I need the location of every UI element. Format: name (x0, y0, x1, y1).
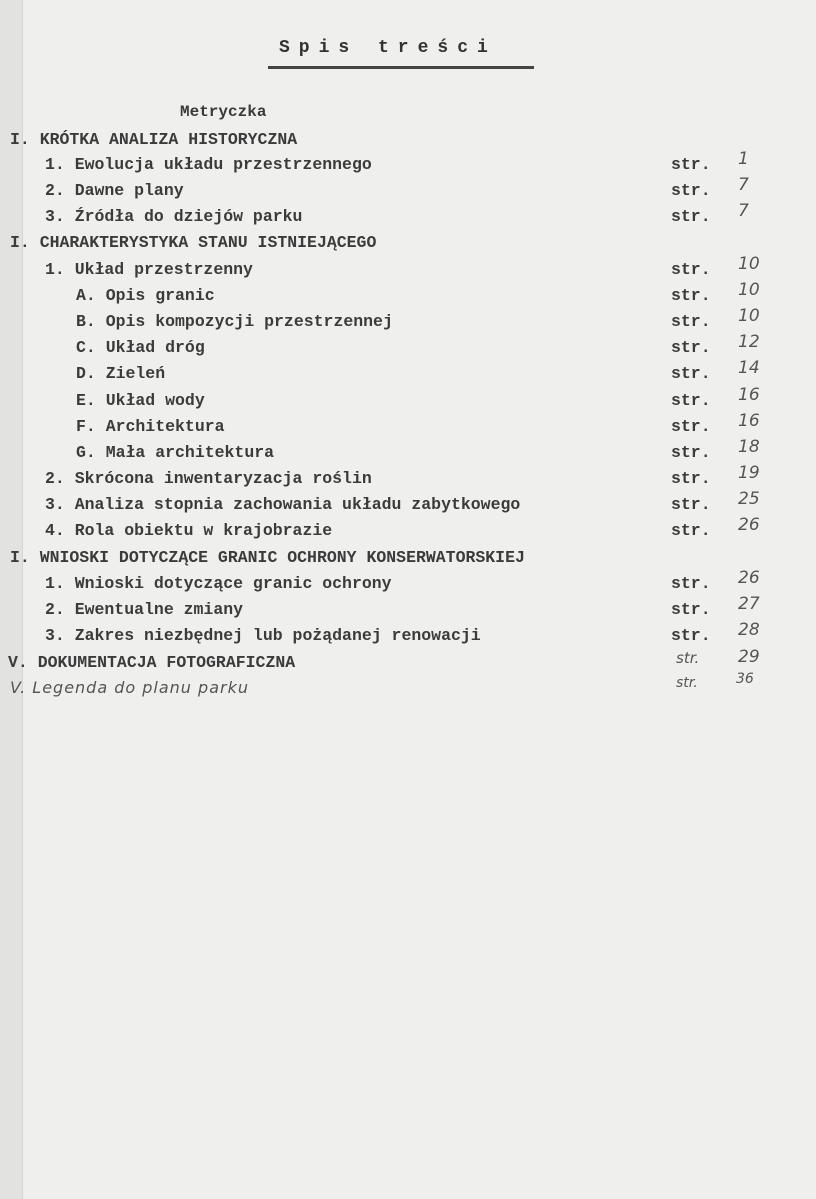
toc-str-label: str. (671, 207, 711, 226)
toc-str-label: str. (671, 391, 711, 410)
toc-entry (0, 385, 816, 415)
toc-entry (0, 411, 816, 441)
toc-entry (0, 594, 816, 624)
toc-page-number: 12 (738, 332, 760, 352)
handwritten-entry-str: str. (676, 675, 698, 691)
toc-entry-label: 2. Dawne plany (45, 181, 184, 200)
toc-page-number: 19 (738, 463, 760, 483)
toc-str-label: str. (671, 312, 711, 331)
toc-entry-label: 1. Ewolucja układu przestrzennego (45, 155, 372, 174)
metryczka-heading: Metryczka (180, 103, 267, 121)
toc-page-number: 26 (738, 515, 760, 535)
toc-entry-label: 3. Źródła do dziejów parku (45, 207, 303, 226)
toc-page-number: 14 (738, 358, 760, 378)
toc-page-number: 27 (738, 594, 760, 614)
toc-page-number: 7 (738, 201, 749, 221)
toc-entry (0, 254, 816, 284)
toc-entry (0, 175, 816, 205)
toc-entry (0, 568, 816, 598)
toc-entry-label: G. Mała architektura (76, 443, 275, 462)
toc-page-number: 10 (738, 280, 760, 300)
toc-entry-label: C. Układ dróg (76, 338, 205, 357)
toc-str-label: str. (671, 574, 711, 593)
toc-entry-label: V. DOKUMENTACJA FOTOGRAFICZNA (8, 653, 296, 672)
toc-entry-label: B. Opis kompozycji przestrzennej (76, 312, 393, 331)
toc-str-label: str. (671, 155, 711, 174)
toc-entry-label: E. Układ wody (76, 391, 205, 410)
toc-entry (0, 149, 816, 179)
handwritten-entry-page: 36 (736, 671, 754, 687)
toc-entry-label: I. KRÓTKA ANALIZA HISTORYCZNA (10, 130, 298, 149)
title-underline (268, 66, 534, 69)
toc-entry-label: 3. Zakres niezbędnej lub pożądanej renowacji (45, 626, 481, 645)
toc-page-number: 26 (738, 568, 760, 588)
toc-entry-label: F. Architektura (76, 417, 225, 436)
toc-str-label: str. (671, 443, 711, 462)
toc-entry (0, 620, 816, 650)
toc-str-label: str. (671, 286, 711, 305)
toc-page-number: 10 (738, 254, 760, 274)
toc-entry-label: I. CHARAKTERYSTYKA STANU ISTNIEJĄCEGO (10, 233, 377, 252)
toc-page-number: 29 (738, 647, 760, 667)
toc-page-number: 16 (738, 411, 760, 431)
toc-str-label: str. (671, 338, 711, 357)
toc-page-number: 7 (738, 175, 749, 195)
toc-str-label: str. (671, 521, 711, 540)
toc-entry-label: A. Opis granic (76, 286, 215, 305)
toc-entry (0, 130, 816, 154)
toc-str-label: str. (671, 364, 711, 383)
toc-entry (0, 463, 816, 493)
toc-entry (0, 358, 816, 388)
page-title: Spis treści (279, 38, 497, 58)
toc-str-label: str. (671, 600, 711, 619)
toc-entry-label: 2. Skrócona inwentaryzacja roślin (45, 469, 372, 488)
toc-str-label: str. (671, 417, 711, 436)
toc-str-label: str. (671, 626, 711, 645)
toc-entry (0, 489, 816, 519)
toc-entry-label: 4. Rola obiektu w krajobrazie (45, 521, 333, 540)
toc-entry (0, 201, 816, 231)
toc-str-label: str. (671, 181, 711, 200)
toc-entry (0, 332, 816, 362)
toc-page-number: 28 (738, 620, 760, 640)
toc-str-label: str. (671, 495, 711, 514)
toc-page-number: 16 (738, 385, 760, 405)
toc-entry (0, 306, 816, 336)
toc-entry (0, 280, 816, 310)
toc-entry-label: I. WNIOSKI DOTYCZĄCE GRANIC OCHRONY KONSERWATORSKIEJ (10, 548, 525, 567)
toc-entry (0, 437, 816, 467)
toc-str-label: str. (671, 469, 711, 488)
handwritten-entry-label: V. Legenda do planu parku (10, 678, 249, 697)
toc-entry-label: 1. Wnioski dotyczące granic ochrony (45, 574, 392, 593)
toc-entry (0, 515, 816, 545)
toc-entry (0, 548, 816, 572)
toc-page-number: 18 (738, 437, 760, 457)
toc-page-number: 10 (738, 306, 760, 326)
toc-page-number: 25 (738, 489, 760, 509)
toc-entry (0, 233, 816, 257)
toc-entry (0, 647, 816, 677)
toc-entry-label: 1. Układ przestrzenny (45, 260, 253, 279)
toc-entry-label: D. Zieleń (76, 364, 166, 383)
toc-entry-label: 3. Analiza stopnia zachowania układu zabytkowego (45, 495, 521, 514)
toc-page-number: 1 (738, 149, 749, 169)
toc-str-label: str. (671, 260, 711, 279)
toc-str-label: str. (676, 649, 700, 667)
toc-entry-label: 2. Ewentualne zmiany (45, 600, 244, 619)
